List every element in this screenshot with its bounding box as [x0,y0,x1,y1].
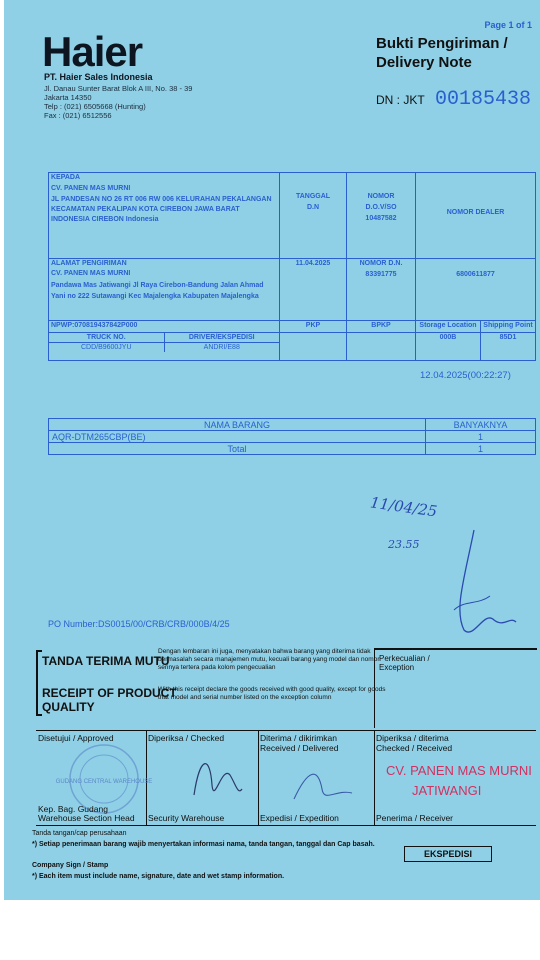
recipient-address-line: INDONESIA CIREBON Indonesia [51,216,159,223]
sig-role: Security Warehouse [148,813,225,823]
shipping-cell [49,259,280,321]
dealer-number: 6800611877 [456,271,495,278]
sig-checked [146,731,259,825]
sig-label-line1: Diperiksa / diterima [376,733,449,743]
truck-driver-cell [49,333,280,361]
nomor-label: NOMOR [367,193,395,200]
nomor-dealer-cell [416,173,536,259]
pkp-cell: PKP [280,321,347,333]
recipient-address-line: JL PANDESAN NO 26 RT 006 RW 006 KELURAHAN PEKALANGAN [51,196,272,203]
delivery-note-sheet [4,0,540,900]
page-indicator: Page 1 of 1 [484,20,532,30]
shipping-name: CV. PANEN MAS MURNI [51,270,131,277]
nomor-dealer-label: NOMOR DEALER [446,209,505,216]
driver-label: DRIVER/EKSPEDISI [164,333,279,343]
nomor-cell [347,173,416,259]
tanda-terima-title: TANDA TERIMA MUTU [42,654,170,668]
sig-label-line2: Received / Delivered [260,743,339,753]
receiver-stamp [386,761,532,801]
sig-label: Disetujui / Approved [38,733,114,743]
alamat-label: ALAMAT PENGIRIMAN [51,260,127,267]
document-title-line1: Bukti Pengiriman / [376,35,508,52]
dealer-number-cell [416,259,536,321]
company-name: PT. Haier Sales Indonesia [44,72,153,82]
address-line: Fax : (021) 6512556 [44,111,112,120]
sig-approved [36,731,153,825]
sig-role-line1: Kep. Bag. Gudang [38,804,108,814]
address-line: Telp : (021) 6505668 (Hunting) [44,102,146,111]
tanggal-label: TANGGAL [295,193,331,200]
sig-role: Penerima / Receiver [376,813,454,823]
tanggal-sub: D.N [306,204,320,211]
truck-no-label: TRUCK NO. [49,333,164,343]
handwritten-signature [434,520,524,650]
storage-location-header: Storage Location [416,321,481,333]
col-nama-barang: NAMA BARANG [49,419,426,431]
note-indonesian: *) Setiap penerimaan barang wajib menyertakan informasi nama, tanda tangan, tanggal dan Cap basah. [32,841,375,848]
receipt-title-line1: RECEIPT OF PRODUCT [42,686,177,700]
receipt-section [36,648,536,830]
storage-location-value: 000B [416,333,481,361]
po-number: PO Number:DS0015/00/CRB/CRB/000B/4/25 [48,619,230,629]
exception-label [379,654,430,672]
signature-scribble [186,745,246,805]
empty-cell [347,333,416,361]
receipt-desc: With this receipt declare the goods received with good quality, except for goods that model and serial number listed on the exception column [158,686,386,701]
document-title-line2: Delivery Note [376,54,472,71]
company-address [44,84,192,120]
signature-scribble [288,759,358,809]
sig-delivered [258,731,375,825]
col-banyaknya: BANYAKNYA [426,419,536,431]
haier-logo: Haier [42,28,143,75]
dn-label: DN : JKT [376,93,425,107]
nomor-value: 10487582 [365,215,397,222]
shipping-date: 11.04.2025 [295,260,331,267]
sig-label: Diperiksa / Checked [148,733,225,743]
sig-label [376,733,452,753]
recipient-cell [49,173,280,259]
handwritten-date: 11/04/25 [369,493,439,521]
stamp-text: GUDANG CENTRAL WAREHOUSE [55,779,153,785]
truck-no-value: CDD/B9600JYU [49,343,164,353]
kepada-label: KEPADA [51,174,81,181]
nomor-dn-value: 83391775 [365,271,397,278]
stamp-line2: JATIWANGI [412,783,482,798]
ekspedisi-box: EKSPEDISI [404,846,492,862]
stamp-line1: CV. PANEN MAS MURNI [386,763,532,778]
nomor-sub: D.O.V/SO [365,204,397,211]
item-qty: 1 [426,431,536,443]
exception-label-line2: Exception [379,663,415,672]
sig-role: Expedisi / Expedition [260,813,339,823]
signature-row [36,730,536,826]
total-label: Total [49,443,426,455]
handwritten-time: 23.55 [388,538,420,551]
address-line: Jakarta 14350 [44,93,92,102]
nomor-dn-label: NOMOR D.N. [359,260,403,267]
sig-label [260,733,338,753]
shipping-date-cell [280,259,347,321]
bpkp-cell: BPKP [347,321,416,333]
recipient-name: CV. PANEN MAS MURNI [51,185,131,192]
shipping-point-header: Shipping Point [481,321,536,333]
print-timestamp: 12.04.2025(00:22:27) [420,370,511,381]
recipient-table [48,172,536,361]
tanggal-cell [280,173,347,259]
table-row [49,431,536,443]
sig-label-line2: Checked / Received [376,743,453,753]
shipping-address-line: Yani no 222 Sutawangi Kec Majalengka Kabupaten Majalengka [51,293,259,300]
shipping-point-value: 85D1 [481,333,536,361]
npwp-cell: NPWP:070819437842P000 [49,321,280,333]
recipient-address-line: KECAMATAN PEKALIPAN KOTA CIREBON JAWA BARAT [51,206,240,213]
items-table [48,418,536,455]
nomor-dn-cell [347,259,416,321]
empty-cell [280,333,347,361]
receipt-title-line2: QUALITY [42,700,95,714]
sig-role-line2: Warehouse Section Head [38,813,135,823]
exception-label-line1: Perkecualian / [379,654,430,663]
document-title [376,34,508,72]
tanda-terima-desc: Dengan lembaran ini juga, menyatakan bahwa barang yang diterima tidak bermasalah secara manajemen mutu, kecuali barang yang model dan nomor serinya tertera pada kolom pengecualian [158,648,380,671]
shipping-address-line: Pandawa Mas Jatiwangi Jl Raya Cirebon-Bandung Jalan Ahmad [51,282,264,289]
sig-role [38,805,135,823]
address-line: Jl. Danau Sunter Barat Blok A III, No. 38 - 39 [44,84,193,93]
driver-value: ANDRI/E88 [203,344,240,351]
sig-label-line1: Diterima / dikirimkan [260,733,337,743]
dn-number: 00185438 [435,88,532,111]
exception-box [374,648,537,728]
company-sign-en: Company Sign / Stamp [32,862,109,869]
company-sign-label: Tanda tangan/cap perusahaan [32,830,127,837]
total-value: 1 [426,443,536,455]
receipt-title [42,686,177,714]
sig-receiver [374,731,536,825]
note-english: *) Each item must include name, signature, date and wet stamp information. [32,873,285,880]
item-name: AQR-DTM265CBP(BE) [49,431,426,443]
